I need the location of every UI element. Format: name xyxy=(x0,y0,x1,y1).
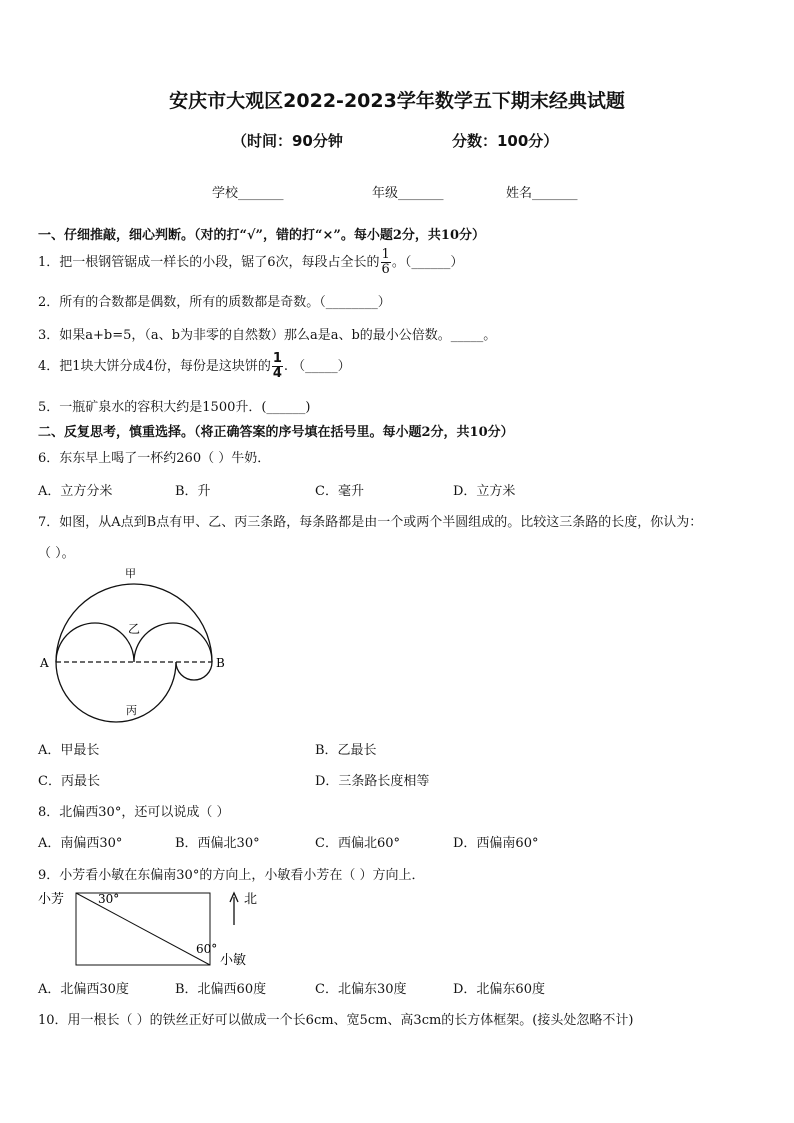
question-7-blank: （ ）。 xyxy=(38,546,75,561)
q9-option-d: D．北偏东60度 xyxy=(453,982,545,997)
q4-text: 4．把1块大饼分成4份，每份是这块饼的 xyxy=(38,359,271,374)
question-9: 9．小芳看小敏在东偏南30°的方向上，小敏看小芳在（ ）方向上． xyxy=(38,868,425,883)
q7-option-a: A．甲最长 xyxy=(38,743,100,758)
question-10: 10．用一根长（ ）的铁丝正好可以做成一个长6cm、宽5cm、高3cm的长方体框架。(接头处忽略不计) xyxy=(38,1013,634,1028)
exam-score: 分数：100分） xyxy=(452,132,559,150)
q8-option-d: D．西偏南60° xyxy=(453,836,539,851)
label-jia: 甲 xyxy=(125,567,136,580)
q8-option-b: B．西偏北30° xyxy=(175,836,260,851)
question-3: 3．如果a+b=5，（a、b为非零的自然数）那么a是a、b的最小公倍数。_____。 xyxy=(38,328,497,343)
grade-field: 年级_______ xyxy=(372,186,444,201)
label-a: A xyxy=(40,656,49,670)
name-field: 姓名_______ xyxy=(506,186,578,201)
q6-option-b: B．升 xyxy=(175,484,211,499)
label-b: B xyxy=(216,656,225,670)
q4-denominator: 4 xyxy=(272,366,282,381)
q8-option-c: C．西偏北60° xyxy=(315,836,400,851)
question-8: 8．北偏西30°，还可以说成（ ） xyxy=(38,805,230,820)
q4-fraction xyxy=(272,352,283,381)
label-angle-30: 30° xyxy=(98,892,120,906)
q9-option-a: A．北偏西30度 xyxy=(38,982,129,997)
diagonal-line xyxy=(76,893,210,965)
label-bing: 丙 xyxy=(126,704,137,717)
q1-denominator: 6 xyxy=(381,262,390,277)
page-title: 安庆市大观区2022-2023学年数学五下期末经典试题 xyxy=(169,90,625,112)
label-xiaofang: 小芳 xyxy=(38,892,65,907)
q4-answer-blank: . （_____） xyxy=(283,359,351,374)
exam-time: （时间：90分钟 xyxy=(232,132,343,150)
q1-numerator: 1 xyxy=(381,247,390,262)
label-north: 北 xyxy=(244,892,258,907)
q6-option-c: C．毫升 xyxy=(315,484,364,499)
q4-numerator: 1 xyxy=(272,351,282,366)
q1-text: 1．把一根钢管锯成一样长的小段，锯了6次，每段占全长的 xyxy=(38,255,380,270)
label-xiaomin: 小敏 xyxy=(220,953,247,968)
question-5: 5．一瓶矿泉水的容积大约是1500升．(______) xyxy=(38,400,311,415)
q7-option-d: D．三条路长度相等 xyxy=(315,774,430,789)
question-2: 2．所有的合数都是偶数，所有的质数都是奇数。（________） xyxy=(38,295,391,310)
section1-heading: 一、仔细推敲，细心判断。（对的打“√”，错的打“×”。每小题2分，共10分） xyxy=(38,228,485,243)
q9-option-b: B．北偏西60度 xyxy=(175,982,267,997)
label-yi: 乙 xyxy=(128,622,141,636)
section2-heading: 二、反复思考，慎重选择。（将正确答案的序号填在括号里。每小题2分，共10分） xyxy=(38,425,514,440)
school-field: 学校_______ xyxy=(212,186,284,201)
q8-option-a: A．南偏西30° xyxy=(38,836,123,851)
q6-option-d: D．立方米 xyxy=(453,484,516,499)
q9-option-c: C．北偏东30度 xyxy=(315,982,407,997)
q7-option-b: B．乙最长 xyxy=(315,743,377,758)
path-bing-small-arc xyxy=(176,662,212,680)
question-7: 7．如图，从A点到B点有甲、乙、丙三条路，每条路都是由一个或两个半圆组成的。比较这三条路的长度，你认为： xyxy=(38,515,703,530)
q1-answer-blank: 。（______） xyxy=(391,255,464,270)
path-bing-large-arc xyxy=(56,662,176,722)
q7-option-c: C．丙最长 xyxy=(38,774,100,789)
question-6: 6．东东早上喝了一杯约260（ ）牛奶． xyxy=(38,451,271,466)
q6-option-a: A．立方分米 xyxy=(38,484,113,499)
question-1 xyxy=(38,246,463,280)
label-angle-60: 60° xyxy=(196,942,218,956)
direction-rectangle-figure xyxy=(36,885,276,971)
question-4 xyxy=(38,350,351,384)
q1-fraction xyxy=(381,248,391,277)
semicircle-paths-figure xyxy=(36,565,236,727)
